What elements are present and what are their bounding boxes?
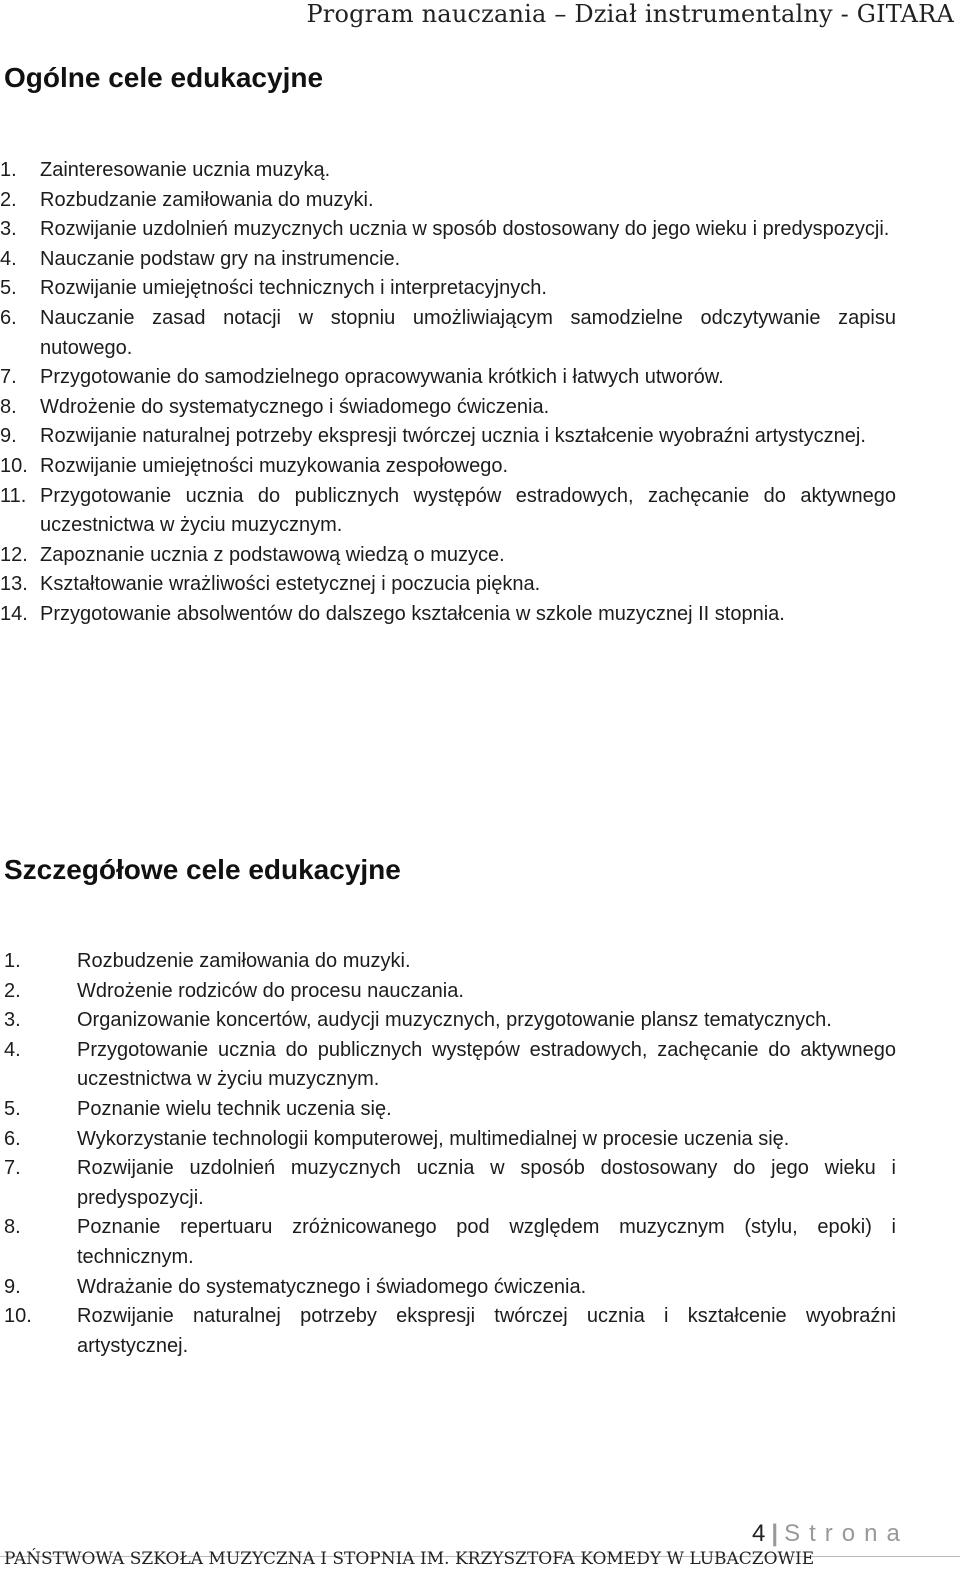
list-item-number: 6. <box>4 1127 21 1150</box>
page-footer: PAŃSTWOWA SZKOŁA MUZYCZNA I STOPNIA IM. KRZYSZTOFA KOMEDY W LUBACZOWIE <box>4 1549 815 1569</box>
list-item-number: 9. <box>0 425 17 448</box>
list-item <box>0 1213 896 1272</box>
list-item-number: 2. <box>4 979 21 1002</box>
general-goals-list <box>0 156 896 630</box>
general-goals-heading: Ogólne cele edukacyjne <box>4 62 324 93</box>
list-item <box>0 422 896 452</box>
list-item-number: 10. <box>4 1305 32 1328</box>
list-item <box>0 363 896 393</box>
list-item-number: 11. <box>0 484 27 507</box>
list-item-text: Wdrażanie do systematycznego i świadomego ćwiczenia. <box>77 1275 587 1298</box>
page-number-label: Strona <box>784 1520 909 1547</box>
detailed-goals-list <box>0 947 896 1361</box>
list-item <box>0 570 896 600</box>
detailed-goals-heading: Szczegółowe cele edukacyjne <box>4 854 401 885</box>
page-number <box>752 1520 909 1548</box>
list-item-text: Rozwijanie umiejętności muzykowania zespołowego. <box>40 454 509 477</box>
list-item-text: Nauczanie zasad notacji w stopniu umożliwiającym samodzielne odczytywanie zapisu nutowego. <box>40 306 896 359</box>
list-item-number: 10. <box>0 454 28 477</box>
list-item-number: 3. <box>4 1009 21 1032</box>
list-item <box>0 1125 896 1155</box>
list-item-text: Zainteresowanie ucznia muzyką. <box>40 159 331 181</box>
list-item <box>0 1302 896 1361</box>
list-item-text: Rozwijanie uzdolnień muzycznych ucznia w sposób dostosowany do jego wieku i predyspozycji. <box>77 1157 896 1209</box>
list-item <box>0 274 896 304</box>
list-item-text: Zapoznanie ucznia z podstawową wiedzą o muzyce. <box>40 543 505 566</box>
list-item-number: 5. <box>4 1097 21 1120</box>
list-item <box>0 1006 896 1036</box>
list-item <box>0 1036 896 1095</box>
list-item-text: Przygotowanie ucznia do publicznych występów estradowych, zachęcanie do aktywnego uczestnictwa w życiu muzycznym. <box>40 484 896 537</box>
list-item-number: 12. <box>0 543 28 566</box>
list-item-text: Wdrożenie rodziców do procesu nauczania. <box>77 979 464 1002</box>
list-item-number: 8. <box>4 1216 21 1239</box>
list-item-text: Przygotowanie absolwentów do dalszego kształcenia w szkole muzycznej II stopnia. <box>40 602 785 625</box>
list-item-number: 14. <box>0 602 28 625</box>
list-item <box>0 215 896 245</box>
list-item-text: Rozbudzenie zamiłowania do muzyki. <box>77 950 411 972</box>
list-item-number: 5. <box>0 277 17 300</box>
list-item-text: Przygotowanie do samodzielnego opracowywania krótkich i łatwych utworów. <box>40 366 724 389</box>
page-number-value: 4 <box>752 1520 766 1547</box>
list-item-text: Przygotowanie ucznia do publicznych występów estradowych, zachęcanie do aktywnego uczestnictwa w życiu muzycznym. <box>77 1038 896 1091</box>
list-item-text: Rozbudzanie zamiłowania do muzyki. <box>40 188 374 211</box>
list-item-text: Poznanie repertuaru zróżnicowanego pod względem muzycznym (stylu, epoki) i technicznym. <box>77 1216 896 1268</box>
list-item-text: Nauczanie podstaw gry na instrumencie. <box>40 247 401 270</box>
list-item <box>0 947 896 977</box>
list-item-number: 1. <box>4 950 21 972</box>
list-item <box>0 1273 896 1303</box>
list-item-text: Kształtowanie wrażliwości estetycznej i poczucia piękna. <box>40 573 541 596</box>
list-item-number: 13. <box>0 573 28 596</box>
list-item <box>0 452 896 482</box>
list-item-text: Rozwijanie naturalnej potrzeby ekspresji twórczej ucznia i kształcenie wyobraźni artystycznej. <box>40 425 866 448</box>
list-item <box>0 304 896 363</box>
list-item <box>0 482 896 541</box>
list-item-number: 9. <box>4 1275 21 1298</box>
list-item <box>0 245 896 275</box>
list-item-text: Wdrożenie do systematycznego i świadomego ćwiczenia. <box>40 395 550 418</box>
list-item <box>0 1095 896 1125</box>
list-item <box>0 393 896 423</box>
list-item-number: 4. <box>4 1038 21 1061</box>
list-item <box>0 977 896 1007</box>
list-item-text: Rozwijanie naturalnej potrzeby ekspresji twórczej ucznia i kształcenie wyobraźni artystycznej. <box>77 1305 896 1357</box>
list-item-number: 2. <box>0 188 17 211</box>
list-item-number: 7. <box>0 366 17 389</box>
list-item-number: 8. <box>0 395 17 418</box>
list-item-text: Organizowanie koncertów, audycji muzycznych, przygotowanie plansz tematycznych. <box>77 1009 832 1032</box>
list-item-number: 7. <box>4 1157 21 1180</box>
list-item <box>0 600 896 630</box>
list-item <box>0 186 896 216</box>
list-item-number: 1. <box>0 159 17 181</box>
list-item-number: 4. <box>0 247 17 270</box>
page-header: Program nauczania – Dział instrumentalny - GITARA <box>306 0 954 28</box>
list-item-text: Poznanie wielu technik uczenia się. <box>77 1097 392 1120</box>
list-item-text: Rozwijanie umiejętności technicznych i interpretacyjnych. <box>40 277 547 300</box>
list-item <box>0 1154 896 1213</box>
list-item-text: Wykorzystanie technologii komputerowej, multimedialnej w procesie uczenia się. <box>77 1127 790 1150</box>
list-item-number: 6. <box>0 306 17 329</box>
list-item-number: 3. <box>0 218 17 241</box>
list-item-text: Rozwijanie uzdolnień muzycznych ucznia w sposób dostosowany do jego wieku i predyspozycji. <box>40 218 890 241</box>
page-number-separator: | <box>771 1520 779 1547</box>
list-item <box>0 156 896 186</box>
list-item <box>0 541 896 571</box>
